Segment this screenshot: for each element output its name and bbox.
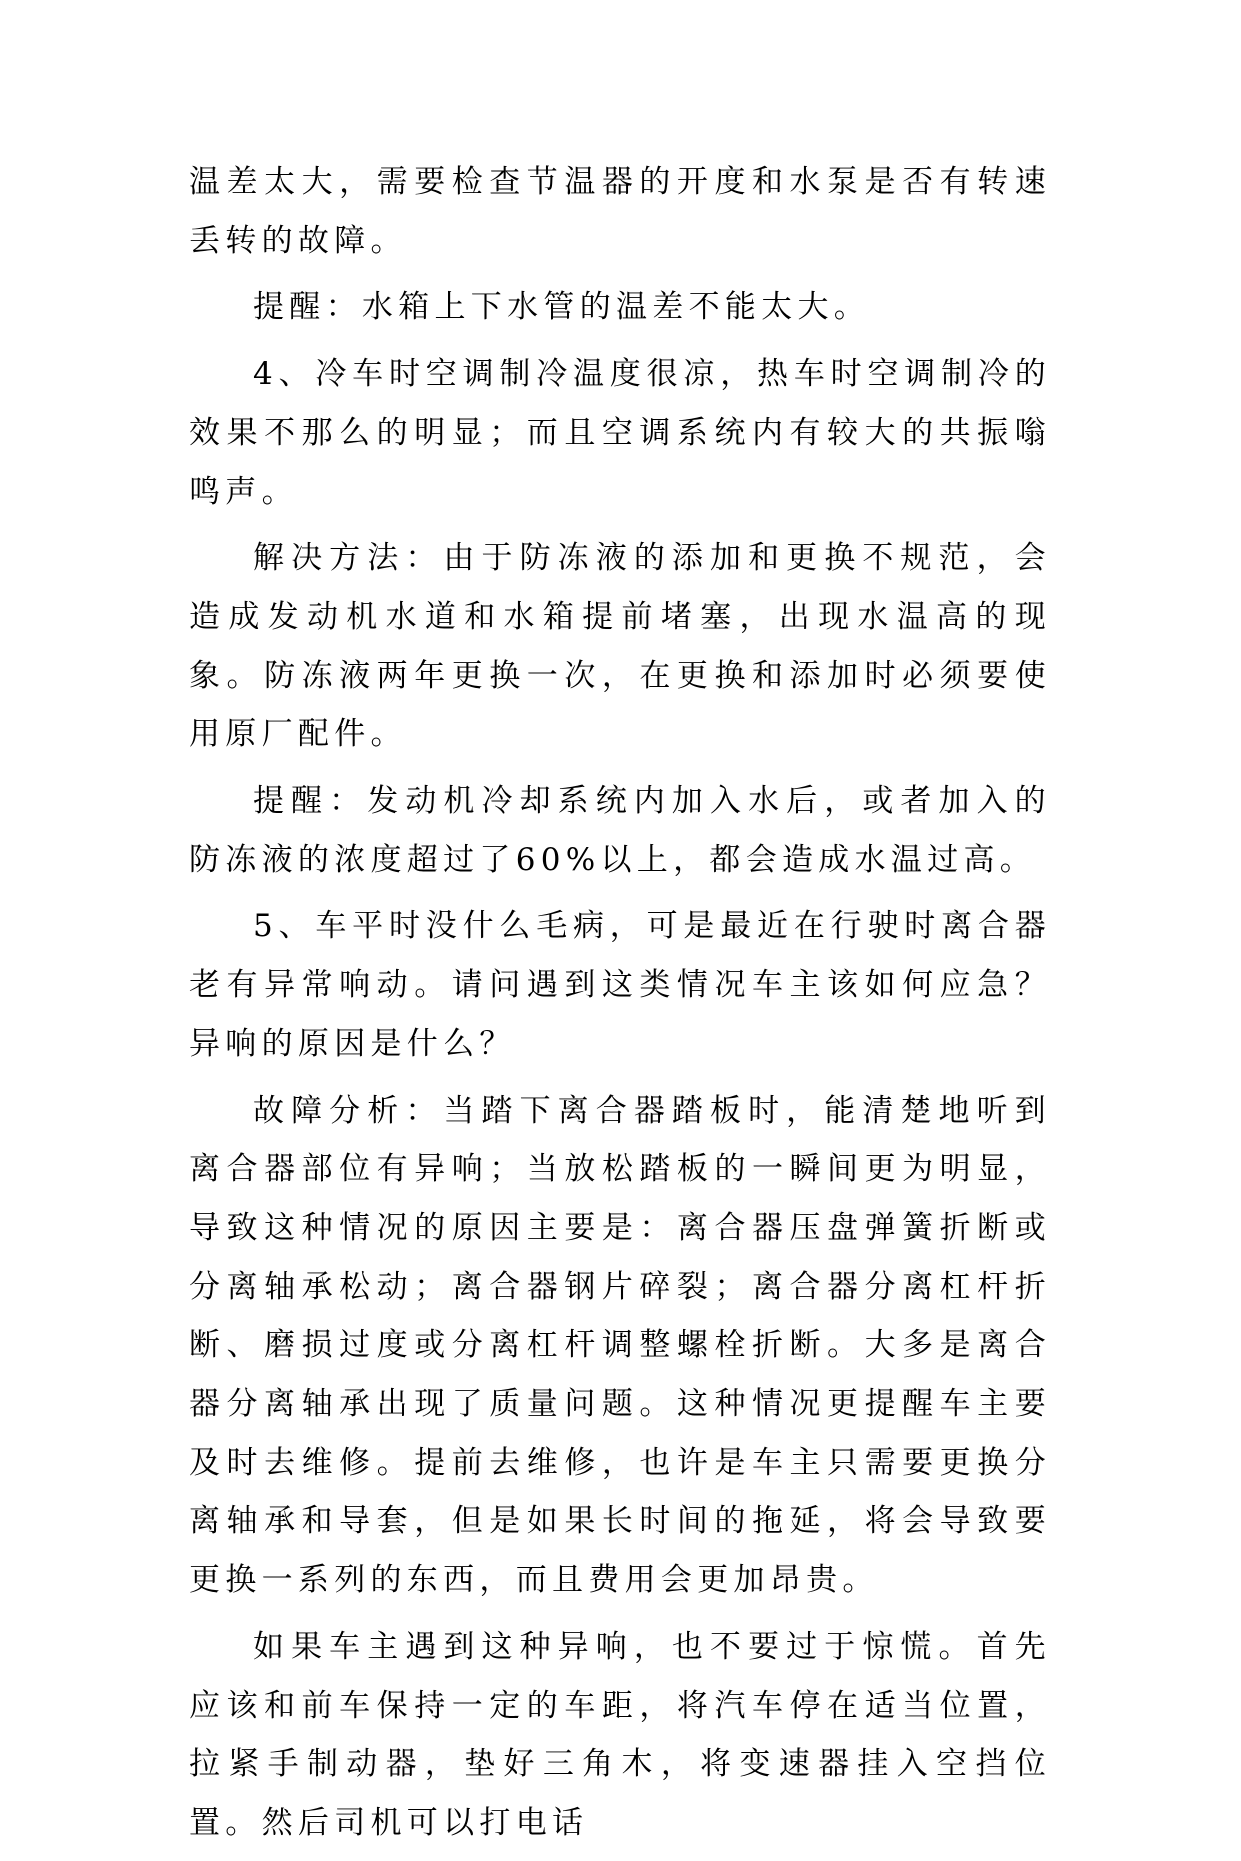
paragraph-6: 5、车平时没什么毛病，可是最近在行驶时离合器老有异常响动。请问遇到这类情况车主该如何应急？异响的原因是什么？ [189,908,1051,1062]
paragraph-2: 提醒：水箱上下水管的温差不能太大。 [253,289,871,326]
paragraph-5: 提醒：发动机冷却系统内加入水后，或者加入的防冻液的浓度超过了60%以上，都会造成水温过高。 [189,783,1051,878]
paragraph-3: 4、冷车时空调制冷温度很凉，热车时空调制冷的效果不那么的明显；而且空调系统内有较大的共振嗡鸣声。 [189,356,1051,510]
paragraph-4: 解决方法：由于防冻液的添加和更换不规范，会造成发动机水道和水箱提前堵塞，出现水温高的现象。防冻液两年更换一次，在更换和添加时必须要使用原厂配件。 [189,540,1051,753]
paragraph-7: 故障分析：当踏下离合器踏板时，能清楚地听到离合器部位有异响；当放松踏板的一瞬间更为明显，导致这种情况的原因主要是：离合器压盘弹簧折断或分离轴承松动；离合器钢片碎裂；离合器分离杠杆折断、磨损过度或分离杠杆调整螺栓折断。大多是离合器分离轴承出现了质量问题。这种情况更提醒车主要及时去维修。提前去维修，也许是车主只需要更换分离轴承和导套，但是如果长时间的拖延，将会导致要更换一系列的东西，而且费用会更加昂贵。 [189,1092,1051,1599]
paragraph-1: 温差太大，需要检查节温器的开度和水泵是否有转速丢转的故障。 [189,164,1051,259]
paragraph-8: 如果车主遇到这种异响，也不要过于惊慌。首先应该和前车保持一定的车距，将汽车停在适当位置，拉紧手制动器，垫好三角木，将变速器挂入空挡位置。然后司机可以打电话 [189,1628,1051,1841]
document-body [189,153,1051,1861]
